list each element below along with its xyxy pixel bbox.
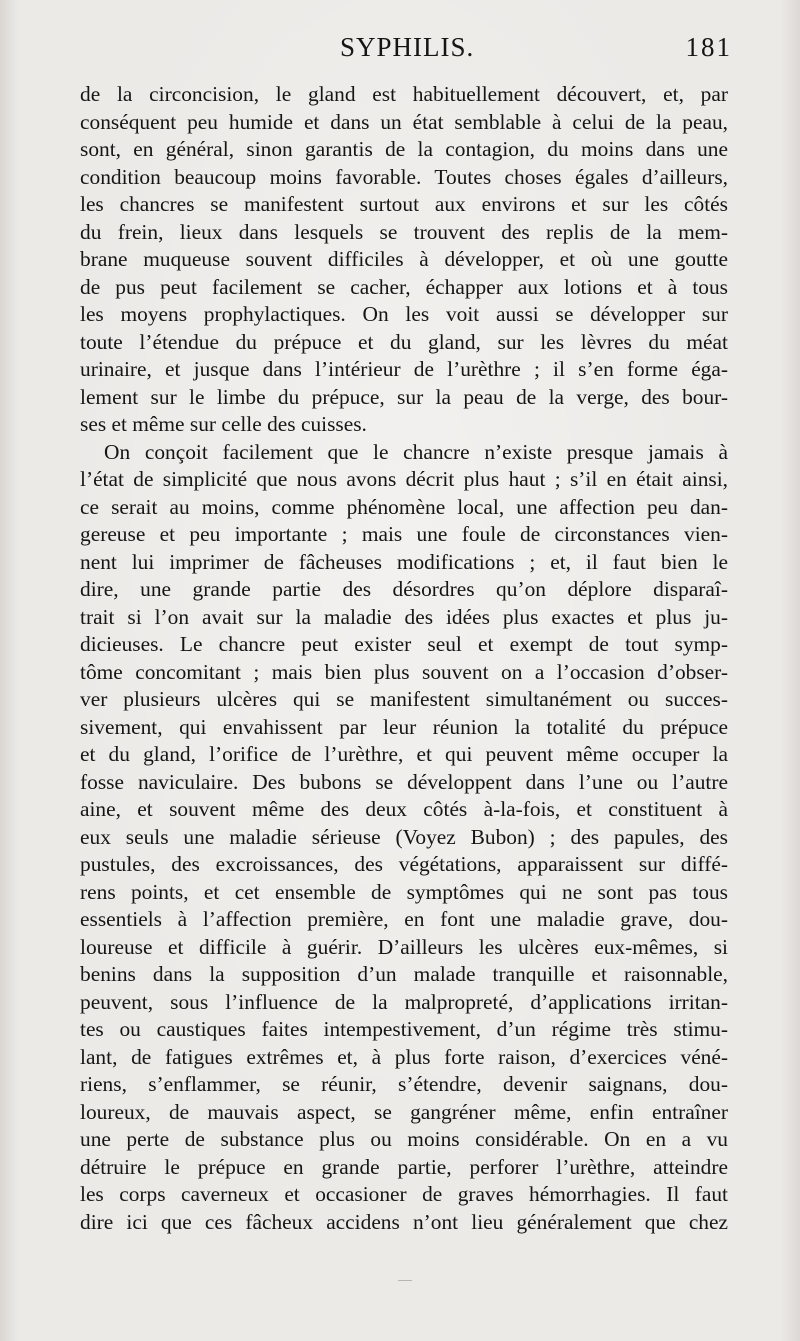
page-header [80,32,730,72]
text-line: tes ou caustiques faites intempestivement, d’un régime très stimu- [80,1017,728,1041]
page-number: 181 [685,32,732,62]
text-line: rens points, et cet ensemble de symptômes qui ne sont pas tous [80,879,728,904]
text-line: les moyens prophylactiques. On les voit aussi se développer sur [80,302,728,326]
text-line: lant, de fatigues extrêmes et, à plus forte raison, d’exercices véné- [80,1044,728,1069]
text-line: de pus peut facilement se cacher, échapper aux lotions et à tous [80,274,728,299]
page-mark [398,1280,412,1281]
text-line: trait si l’on avait sur la maladie des idées plus exactes et plus ju- [80,604,728,629]
text-line: riens, s’enflammer, se réunir, s’étendre, devenir saignans, dou- [80,1072,728,1096]
text-line: du frein, lieux dans lesquels se trouvent des replis de la mem- [80,219,728,244]
running-head: SYPHILIS. [340,32,475,62]
text-line: On conçoit facilement que le chancre n’existe presque jamais à [104,439,728,464]
text-line: fosse naviculaire. Des bubons se développent dans l’une ou l’autre [80,769,728,794]
text-line: de la circoncision, le gland est habituellement découvert, et, par [80,82,728,106]
text-line: dicieuses. Le chancre peut exister seul et exempt de tout symp- [80,632,728,656]
text-line: lement sur le limbe du prépuce, sur la peau de la verge, des bour- [80,384,728,409]
text-line: peuvent, sous l’influence de la malpropreté, d’applications irritan- [80,989,728,1014]
text-line: une perte de substance plus ou moins considérable. On en a vu [80,1127,728,1151]
text-line: ce serait au moins, comme phénomène local, une affection peu dan- [80,494,728,519]
text-line: toute l’étendue du prépuce et du gland, sur les lèvres du méat [80,329,728,354]
text-line: brane muqueuse souvent difficiles à développer, et où une goutte [80,247,728,271]
text-line: dire, une grande partie des désordres qu’on déplore disparaî- [80,577,728,601]
text-line: aine, et souvent même des deux côtés à-la-fois, et constituent à [80,797,728,821]
text-line: tôme concomitant ; mais bien plus souvent on a l’occasion d’obser- [80,659,728,684]
text-line: et du gland, l’orifice de l’urèthre, et qui peuvent même occuper la [80,742,728,766]
body-text [80,81,728,1236]
text-line: sivement, qui envahissent par leur réunion la totalité du prépuce [80,714,728,739]
text-line: loureux, de mauvais aspect, se gangréner même, enfin entraîner [80,1099,728,1124]
text-line: gereuse et peu importante ; mais une foule de circonstances vien- [80,522,728,546]
text-line: benins dans la supposition d’un malade tranquille et raisonnable, [80,962,728,986]
text-line: l’état de simplicité que nous avons décrit plus haut ; s’il en était ainsi, [80,467,728,491]
text-line: les corps caverneux et occasioner de graves hémorrhagies. Il faut [80,1182,728,1206]
text-line: ses et même sur celle des cuisses. [80,412,367,436]
text-line: eux seuls une maladie sérieuse (Voyez Bubon) ; des papules, des [80,824,728,849]
text-line: loureuse et difficile à guérir. D’ailleurs les ulcères eux-mêmes, si [80,934,728,959]
text-line: urinaire, et jusque dans l’intérieur de l’urèthre ; il s’en forme éga- [80,357,728,381]
text-line: sont, en général, sinon garantis de la contagion, du moins dans une [80,137,728,161]
text-line: nent lui imprimer de fâcheuses modifications ; et, il faut bien le [80,549,728,574]
text-line: dire ici que ces fâcheux accidens n’ont lieu généralement que chez [80,1209,728,1234]
text-line: ver plusieurs ulcères qui se manifestent simultanément ou succes- [80,687,728,711]
text-line: les chancres se manifestent surtout aux environs et sur les côtés [80,192,728,216]
text-line: conséquent peu humide et dans un état semblable à celui de la peau, [80,109,728,134]
text-line: essentiels à l’affection première, en font une maladie grave, dou- [80,907,728,931]
text-line: condition beaucoup moins favorable. Toutes choses égales d’ailleurs, [80,164,728,189]
text-line: détruire le prépuce en grande partie, perforer l’urèthre, atteindre [80,1154,728,1179]
text-line: pustules, des excroissances, des végétations, apparaissent sur diffé- [80,852,728,876]
